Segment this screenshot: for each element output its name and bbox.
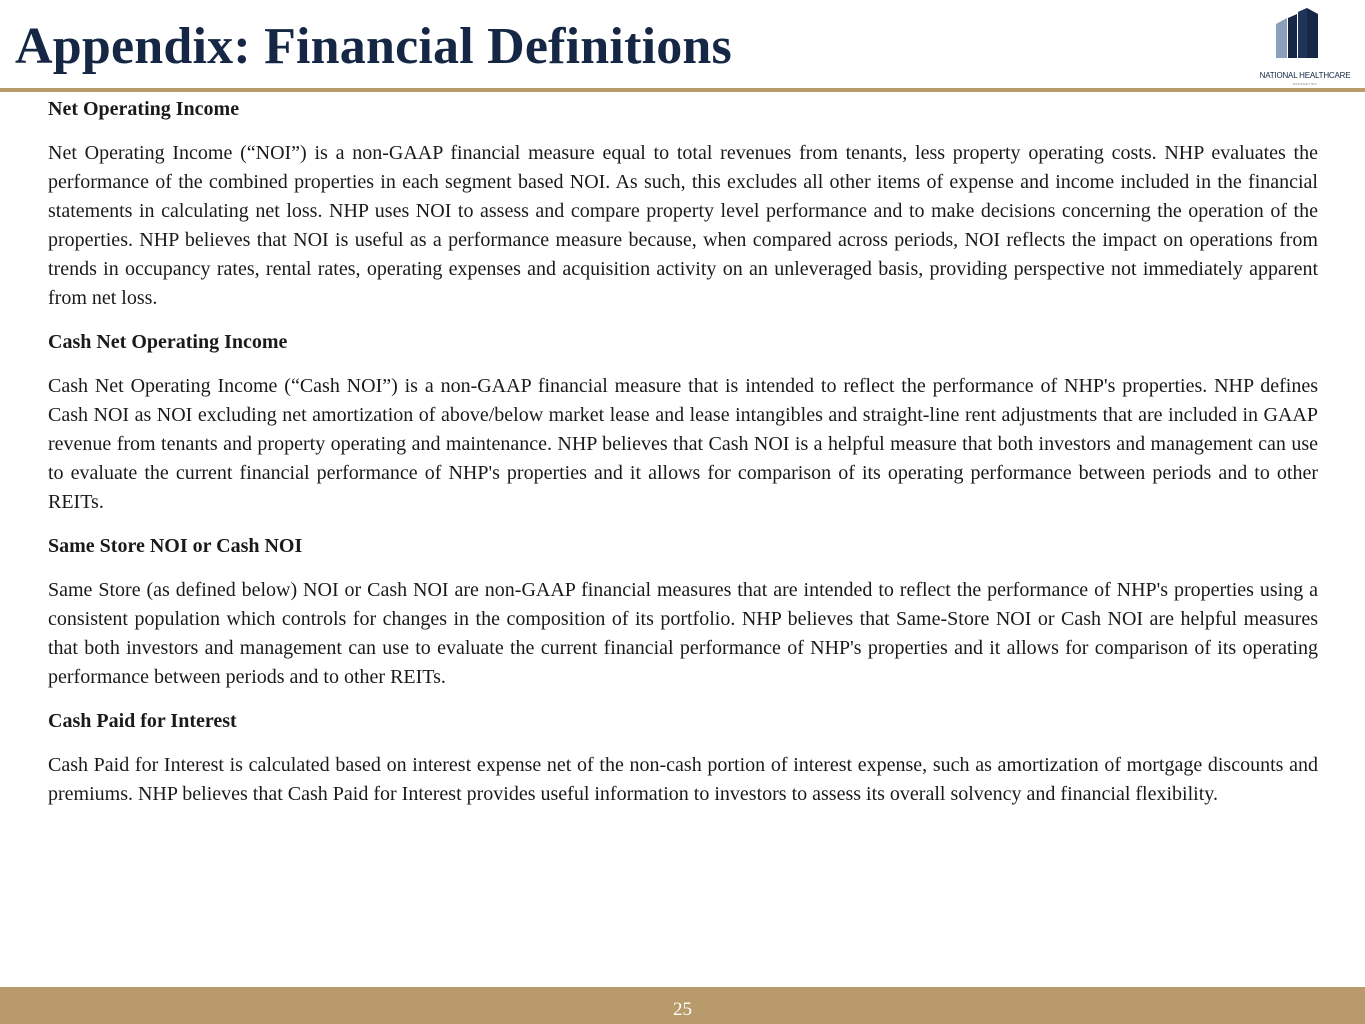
building-logo-icon xyxy=(1250,6,1360,70)
definition-section xyxy=(48,328,1318,517)
section-heading: Cash Net Operating Income xyxy=(48,331,288,353)
page-title: Appendix: Financial Definitions xyxy=(15,18,732,75)
section-heading: Same Store NOI or Cash NOI xyxy=(48,535,303,557)
logo-name: NATIONAL HEALTHCARE xyxy=(1259,71,1351,80)
section-heading: Cash Paid for Interest xyxy=(48,710,237,732)
page-number: 25 xyxy=(673,999,692,1020)
company-logo xyxy=(1250,6,1360,86)
definition-section xyxy=(48,532,1318,692)
section-body: Cash Net Operating Income (“Cash NOI”) is a non-GAAP financial measure that is intended to reflect the performance of NHP's properties. NHP defines Cash NOI as NOI excluding net amortization of above/below market lease and lease intangibles and straight-line rent adjustments that are included in GAAP revenue from tenants and property operating and maintenance. NHP believes that Cash NOI is a helpful measure that both investors and management can use to evaluate the current financial performance of NHP's properties and it allows for comparison of its operating performance between periods and to other REITs. xyxy=(48,375,1318,513)
definition-section xyxy=(48,95,1318,313)
logo-subtitle: PROPERTIES xyxy=(1292,82,1318,86)
definition-section xyxy=(48,707,1318,809)
section-heading: Net Operating Income xyxy=(48,98,240,120)
section-body: Cash Paid for Interest is calculated based on interest expense net of the non-cash portion of interest expense, such as amortization of mortgage discounts and premiums. NHP believes that Cash Paid for Interest provides useful information to investors to assess its overall solvency and financial flexibility. xyxy=(48,754,1318,805)
section-body: Net Operating Income (“NOI”) is a non-GAAP financial measure equal to total revenues from tenants, less property operating costs. NHP evaluates the performance of the combined properties in each segment based NOI. As such, this excludes all other items of expense and income included in the financial statements in calculating net loss. NHP uses NOI to assess and compare property level performance and to make decisions concerning the operation of the properties. NHP believes that NOI is useful as a performance measure because, when compared across periods, NOI reflects the impact on operations from trends in occupancy rates, rental rates, operating expenses and acquisition activity on an unleveraged basis, providing perspective not immediately apparent from net loss. xyxy=(48,142,1318,309)
header-divider xyxy=(0,88,1365,92)
section-body: Same Store (as defined below) NOI or Cash NOI are non-GAAP financial measures that are intended to reflect the performance of NHP's properties using a consistent population which controls for changes in the composition of its portfolio. NHP believes that Same-Store NOI or Cash NOI are helpful measures that both investors and management can use to evaluate the current financial performance of NHP's properties and it allows for comparison of its operating performance between periods and to other REITs. xyxy=(48,579,1318,688)
definitions-content xyxy=(48,95,1318,824)
